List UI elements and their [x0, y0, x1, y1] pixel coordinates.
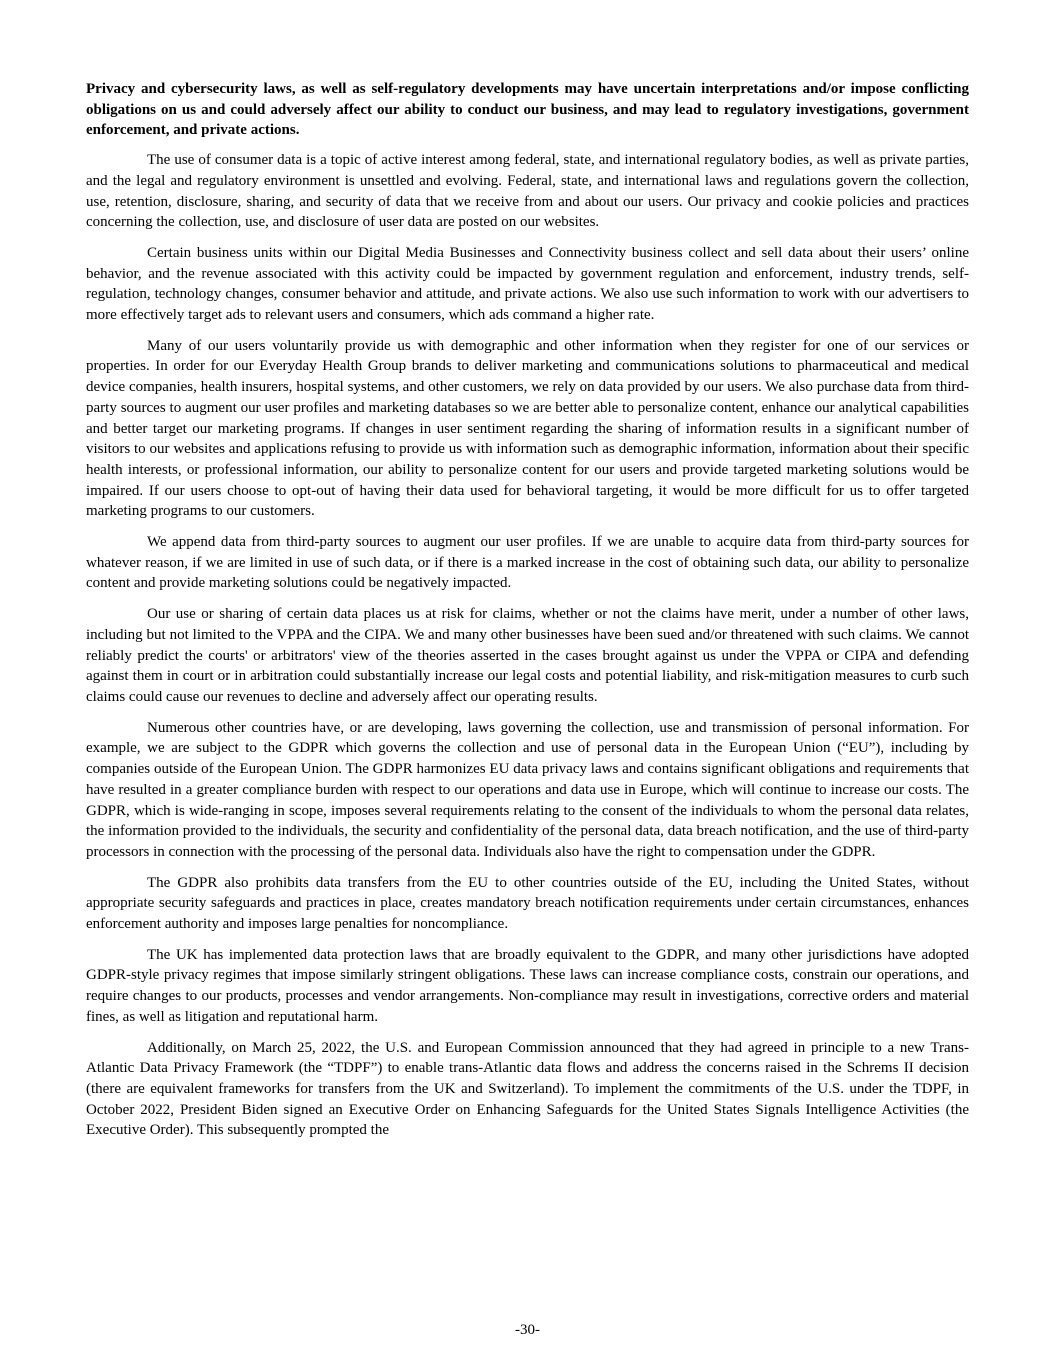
- document-page: [86, 79, 969, 1151]
- page-number: -30-: [515, 1322, 540, 1338]
- paragraph-tdpf: Additionally, on March 25, 2022, the U.S. and European Commission announced that they had agreed in principle to a new Trans-Atlantic Data Privacy Framework (the “TDPF”) to enable trans-Atlantic data flows and address the concerns raised in the Schrems II decision (there are equivalent frameworks for transfers from the UK and Switzerland). To implement the commitments of the U.S. under the TDPF, in October 2022, President Biden signed an Executive Order on Enhancing Safeguards for the United States Signals Intelligence Activities (the Executive Order). This subsequently prompted the: [86, 1039, 969, 1139]
- section-heading: Privacy and cybersecurity laws, as well as self-regulatory developments may have uncertain interpretations and/or impose conflicting obligations on us and could adversely affect our ability to conduct our business, and may lead to regulatory investigations, government enforcement, and private actions.: [86, 81, 969, 139]
- paragraph-vppa-cipa-claims: Our use or sharing of certain data places us at risk for claims, whether or not the claims have merit, under a number of other laws, including but not limited to the VPPA and the CIPA. We and many other businesses have been sued and/or threatened with such claims. We cannot reliably predict the courts' or arbitrators' view of the theories asserted in the cases brought against us under the VPPA or CIPA and defending against them in court or in arbitration could substantially increase our legal costs and potential liability, and risk-mitigation measures to curb such claims could cause our revenues to decline and adversely affect our operating results.: [86, 606, 969, 705]
- paragraph-consumer-data: The use of consumer data is a topic of active interest among federal, state, and international regulatory bodies, as well as private parties, and the legal and regulatory environment is unsettled and evolving. Federal, state, and international laws and regulations govern the collection, use, retention, disclosure, sharing, and security of data that we receive from and about our users. Our privacy and cookie policies and practices concerning the collection, use, and disclosure of user data are posted on our websites.: [86, 152, 969, 231]
- paragraph-user-information: Many of our users voluntarily provide us with demographic and other information when they register for one of our services or properties. In order for our Everyday Health Group brands to deliver marketing and communications solutions to pharmaceutical and medical device companies, health insurers, hospital systems, and other customers, we rely on data provided by our users. We also purchase data from third-party sources to augment our user profiles and marketing databases so we are better able to personalize content, enhance our analytical capabilities and better target our marketing programs. If changes in user sentiment regarding the sharing of information results in a significant number of visitors to our websites and applications refusing to provide us with information such as demographic information, information about their specific health interests, or professional information, our ability to personalize content for our users and provide targeted marketing solutions would be impaired. If our users choose to opt-out of having their data used for behavioral targeting, it would be more difficult for us to offer targeted marketing programs to our customers.: [86, 337, 969, 520]
- paragraph-online-behavior: Certain business units within our Digital Media Businesses and Connectivity business collect and sell data about their users’ online behavior, and the revenue associated with this activity could be impacted by government regulation and enforcement, industry trends, self-regulation, technology changes, consumer behavior and attitude, and private actions. We also use such information to work with our advertisers to more effectively target ads to relevant users and consumers, which ads command a higher rate.: [86, 244, 969, 324]
- paragraph-gdpr-transfers: The GDPR also prohibits data transfers from the EU to other countries outside of the EU, including the United States, without appropriate security safeguards and practices in place, creates mandatory breach notification requirements under certain circumstances, enhances enforcement authority and imposes large penalties for noncompliance.: [86, 874, 969, 933]
- paragraph-uk-data-protection: The UK has implemented data protection laws that are broadly equivalent to the GDPR, and many other jurisdictions have adopted GDPR-style privacy regimes that impose similarly stringent obligations. These laws can increase compliance costs, constrain our operations, and require changes to our products, processes and vendor arrangements. Non-compliance may result in investigations, corrective orders and material fines, as well as litigation and reputational harm.: [86, 946, 969, 1025]
- paragraph-third-party-data: We append data from third-party sources to augment our user profiles. If we are unable to acquire data from third-party sources for whatever reason, if we are limited in use of such data, or if there is a marked increase in the cost of obtaining such data, our ability to personalize content and provide marketing solutions could be negatively impacted.: [86, 534, 969, 592]
- paragraph-gdpr: Numerous other countries have, or are developing, laws governing the collection, use and transmission of personal information. For example, we are subject to the GDPR which governs the collection and use of personal data in the European Union (“EU”), including by companies outside of the European Union. The GDPR harmonizes EU data privacy laws and contains significant obligations and requirements that have resulted in a greater compliance burden with respect to our operations and data use in Europe, which will continue to increase our costs. The GDPR, which is wide-ranging in scope, imposes several requirements relating to the consent of the individuals to whom the personal data relates, the information provided to the individuals, the security and confidentiality of the personal data, data breach notification, and the use of third-party processors in connection with the processing of the personal data. Individuals also have the right to compensation under the GDPR.: [86, 719, 969, 860]
